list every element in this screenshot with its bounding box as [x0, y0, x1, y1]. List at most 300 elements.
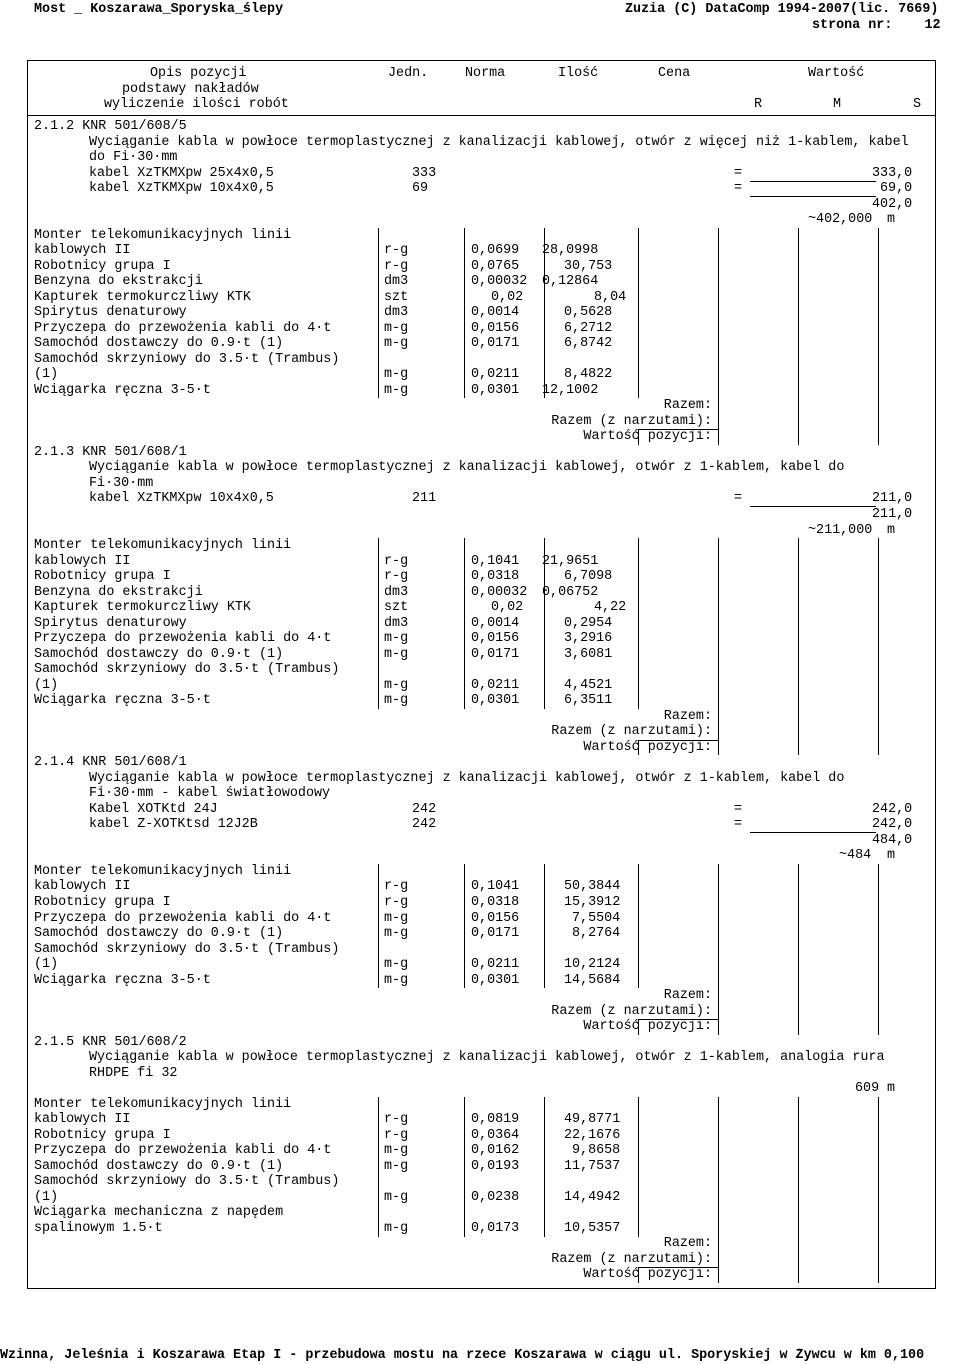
table-cell-border	[798, 414, 799, 430]
table-cell-border	[638, 1190, 639, 1206]
table-cell-border	[798, 678, 799, 694]
table-cell-border	[718, 585, 719, 601]
table-cell-border	[544, 864, 545, 880]
table-cell-border	[718, 926, 719, 942]
table-cell-border	[718, 1159, 719, 1175]
table-cell-border	[638, 1128, 639, 1144]
line-text: kabel Z-XOTKtsd 12J2B	[89, 817, 258, 833]
table-cell-border	[878, 305, 879, 321]
line-text: Samochód skrzyniowy do 3.5·t (Trambus)	[34, 941, 340, 957]
line-text: 0,0156	[471, 320, 520, 336]
table-cell-border	[798, 740, 799, 756]
table-cell-border	[798, 1097, 799, 1113]
table-cell-border	[718, 274, 719, 290]
table-cell-border	[718, 693, 719, 709]
table-cell-border	[464, 693, 465, 709]
line-text: 0,0364	[471, 1127, 520, 1143]
table-cell-border	[878, 367, 879, 383]
table-cell-border	[718, 631, 719, 647]
line-text: 9,8658	[572, 1143, 621, 1159]
table-cell-border	[718, 879, 719, 895]
table-cell-border	[878, 724, 879, 740]
summary-wartosc-poz: Wartość pozycji:	[583, 1267, 712, 1283]
table-cell-border	[878, 1236, 879, 1252]
table-cell-border	[544, 305, 545, 321]
document-title: Most _ Koszarawa_Sporyska_ślepy	[34, 2, 284, 17]
table-cell-border	[638, 569, 639, 585]
table-cell-border	[378, 1128, 379, 1144]
line-text: 242,0	[872, 817, 913, 833]
table-cell-border	[878, 973, 879, 989]
line-text: szt	[384, 600, 409, 616]
table-cell-border	[464, 926, 465, 942]
table-cell-border	[718, 414, 719, 430]
line-text: Wyciąganie kabla w powłoce termoplastycznej z kanalizacji kablowej, otwór z więcej niż 1-kablem, kabel	[89, 134, 909, 150]
table-cell-border	[638, 274, 639, 290]
col-header-wartosc: Wartość	[808, 66, 865, 81]
table-cell-border	[718, 724, 719, 740]
table-cell-border	[638, 895, 639, 911]
line-text: Robotnicy grupa I	[34, 569, 171, 585]
table-cell-border	[638, 1205, 639, 1221]
table-cell-border	[378, 1097, 379, 1113]
table-cell-border	[378, 662, 379, 678]
summary-razem: Razem:	[663, 398, 712, 414]
line-text: dm3	[384, 274, 409, 290]
table-cell-border	[718, 1190, 719, 1206]
table-cell-border	[544, 1159, 545, 1175]
table-cell-border	[798, 585, 799, 601]
table-cell-border	[544, 1112, 545, 1128]
summary-razem: Razem:	[663, 708, 712, 724]
line-text: 0,0301	[471, 972, 520, 988]
line-text: Wyciąganie kabla w powłoce termoplastycznej z kanalizacji kablowej, otwór z 1-kablem, kabel do	[89, 770, 845, 786]
line-text: dm3	[384, 615, 409, 631]
table-cell-border	[798, 616, 799, 632]
table-cell-border	[718, 973, 719, 989]
line-text: r-g	[384, 569, 409, 585]
table-cell-border	[798, 724, 799, 740]
table-cell-border	[378, 305, 379, 321]
line-text: 0,02	[491, 600, 524, 616]
table-cell-border	[878, 740, 879, 756]
table-cell-border	[464, 957, 465, 973]
table-cell-border	[878, 1267, 879, 1283]
table-cell-border	[544, 290, 545, 306]
col-header-s: S	[913, 97, 922, 112]
line-text: Wciągarka ręczna 3-5·t	[34, 693, 211, 709]
table-cell-border	[638, 1221, 639, 1237]
table-cell-border	[798, 647, 799, 663]
table-cell-border	[878, 1097, 879, 1113]
table-cell-border	[798, 398, 799, 414]
table-cell-border	[718, 290, 719, 306]
table-cell-border	[544, 321, 545, 337]
table-cell-border	[638, 1267, 639, 1283]
line-text: 69	[412, 181, 429, 197]
line-text: 11,7537	[564, 1158, 621, 1174]
table-cell-border	[638, 243, 639, 259]
table-cell-border	[544, 1190, 545, 1206]
table-cell-border	[464, 662, 465, 678]
table-cell-border	[464, 305, 465, 321]
table-cell-border	[638, 631, 639, 647]
line-text: 3,6081	[564, 646, 613, 662]
line-text: r-g	[384, 879, 409, 895]
table-cell-border	[878, 864, 879, 880]
table-cell-border	[718, 383, 719, 399]
line-text: m-g	[384, 631, 409, 647]
line-text: 0,0171	[471, 336, 520, 352]
summary-wartosc-poz: Wartość pozycji:	[583, 429, 712, 445]
table-cell-border	[718, 243, 719, 259]
table-cell-border	[464, 864, 465, 880]
table-cell-border	[464, 336, 465, 352]
line-text: 28,0998	[542, 243, 599, 259]
line-text: 6,3511	[564, 693, 613, 709]
table-cell-border	[798, 693, 799, 709]
table-cell-border	[638, 957, 639, 973]
table-cell-border	[638, 336, 639, 352]
table-cell-border	[544, 1097, 545, 1113]
table-cell-border	[718, 1097, 719, 1113]
table-cell-border	[638, 647, 639, 663]
line-text: 0,0301	[471, 382, 520, 398]
table-cell-border	[638, 259, 639, 275]
table-cell-border	[718, 709, 719, 725]
table-cell-border	[464, 600, 465, 616]
line-text: Spirytus denaturowy	[34, 305, 187, 321]
summary-wartosc-poz: Wartość pozycji:	[583, 739, 712, 755]
line-text: 0,0156	[471, 631, 520, 647]
table-cell-border	[544, 942, 545, 958]
table-cell-border	[878, 1252, 879, 1268]
table-cell-border	[464, 911, 465, 927]
table-cell-border	[718, 398, 719, 414]
line-text: Przyczepa do przewożenia kabli do 4·t	[34, 910, 332, 926]
table-cell-border	[464, 274, 465, 290]
line-text: 0,0193	[471, 1158, 520, 1174]
table-cell-border	[718, 1143, 719, 1159]
line-text: Robotnicy grupa I	[34, 258, 171, 274]
table-cell-border	[878, 988, 879, 1004]
table-cell-border	[878, 352, 879, 368]
table-cell-border	[464, 554, 465, 570]
table-cell-border	[878, 243, 879, 259]
table-cell-border	[544, 647, 545, 663]
table-cell-border	[878, 336, 879, 352]
line-text: Przyczepa do przewożenia kabli do 4·t	[34, 631, 332, 647]
line-text: 0,00032	[471, 274, 528, 290]
col-header-r: R	[754, 97, 763, 112]
table-cell-border	[378, 569, 379, 585]
line-text: Kapturek termokurczliwy KTK	[34, 600, 251, 616]
table-cell-border	[378, 957, 379, 973]
table-cell-border	[718, 429, 719, 445]
table-cell-border	[798, 600, 799, 616]
line-text: 0,0765	[471, 258, 520, 274]
table-cell-border	[544, 336, 545, 352]
line-text: Robotnicy grupa I	[34, 895, 171, 910]
table-cell-border	[544, 243, 545, 259]
line-text: Benzyna do ekstrakcji	[34, 584, 203, 600]
line-text: kabel XzTKMXpw 10x4x0,5	[89, 181, 274, 197]
table-cell-border	[798, 1004, 799, 1020]
table-cell-border	[378, 693, 379, 709]
subtotal-underline	[750, 181, 876, 182]
line-text: =	[734, 801, 743, 817]
table-cell-border	[638, 305, 639, 321]
table-cell-border	[544, 554, 545, 570]
table-cell-border	[464, 879, 465, 895]
line-text: kablowych II	[34, 879, 131, 895]
table-cell-border	[798, 631, 799, 647]
table-cell-border	[464, 1221, 465, 1237]
table-cell-border	[798, 1190, 799, 1206]
table-cell-border	[544, 895, 545, 911]
table-cell-border	[638, 1097, 639, 1113]
table-cell-border	[798, 879, 799, 895]
table-cell-border	[638, 600, 639, 616]
table-cell-border	[378, 1221, 379, 1237]
table-cell-border	[798, 942, 799, 958]
table-cell-border	[378, 290, 379, 306]
summary-razem-narzut: Razem (z narzutami):	[551, 1251, 712, 1267]
line-text: m-g	[384, 646, 409, 662]
table-cell-border	[378, 600, 379, 616]
table-cell-border	[544, 1128, 545, 1144]
line-text: m-g	[384, 1143, 409, 1159]
subtotal-underline	[750, 196, 876, 197]
line-text: 8,04	[594, 289, 627, 305]
line-text: 0,0171	[471, 926, 520, 942]
col-header-wyliczenie: wyliczenie ilości robót	[104, 97, 289, 112]
software-credit: Zuzia (C) DataComp 1994-2007(lic. 7669)	[625, 2, 939, 17]
table-cell-border	[378, 942, 379, 958]
line-text: 402,0	[872, 196, 913, 212]
line-text: do Fi·30·mm	[89, 150, 178, 166]
table-cell-border	[378, 879, 379, 895]
table-cell-border	[878, 1190, 879, 1206]
line-text: m-g	[384, 336, 409, 352]
table-cell-border	[798, 554, 799, 570]
line-text: m-g	[384, 1220, 409, 1236]
table-cell-border	[544, 879, 545, 895]
line-text: kablowych II	[34, 243, 131, 259]
line-text: Monter telekomunikacyjnych linii	[34, 227, 292, 243]
table-cell-border	[638, 321, 639, 337]
header-divider	[27, 115, 936, 116]
line-text: 0,0156	[471, 910, 520, 926]
table-cell-border	[718, 1128, 719, 1144]
table-cell-border	[798, 988, 799, 1004]
line-text: m-g	[384, 693, 409, 709]
table-cell-border	[718, 1252, 719, 1268]
table-cell-border	[718, 259, 719, 275]
line-text: m-g	[384, 367, 409, 383]
line-text: Przyczepa do przewożenia kabli do 4·t	[34, 1143, 332, 1159]
table-cell-border	[718, 554, 719, 570]
table-cell-border	[544, 367, 545, 383]
table-cell-border	[464, 1190, 465, 1206]
table-cell-border	[878, 1174, 879, 1190]
table-cell-border	[638, 1112, 639, 1128]
table-cell-border	[798, 1252, 799, 1268]
summary-razem-narzut: Razem (z narzutami):	[551, 1003, 712, 1019]
line-text: 0,0171	[471, 646, 520, 662]
table-cell-border	[378, 259, 379, 275]
table-cell-border	[718, 538, 719, 554]
table-cell-border	[878, 600, 879, 616]
line-text: 4,4521	[564, 677, 613, 693]
table-cell-border	[718, 1205, 719, 1221]
line-text: m-g	[384, 677, 409, 693]
table-cell-border	[378, 1190, 379, 1206]
line-text: 21,9651	[542, 553, 599, 569]
table-cell-border	[544, 1221, 545, 1237]
table-cell-border	[718, 1112, 719, 1128]
line-text: 609	[855, 1081, 880, 1097]
table-cell-border	[798, 1221, 799, 1237]
table-cell-border	[544, 678, 545, 694]
line-text: r-g	[384, 243, 409, 259]
line-text: 2.1.5 KNR 501/608/2	[34, 1034, 187, 1050]
line-text: Robotnicy grupa I	[34, 1127, 171, 1143]
table-cell-border	[638, 585, 639, 601]
table-cell-border	[378, 538, 379, 554]
table-cell-border	[464, 973, 465, 989]
table-cell-border	[378, 1112, 379, 1128]
table-cell-border	[798, 1236, 799, 1252]
table-cell-border	[638, 1143, 639, 1159]
line-text: r-g	[384, 895, 409, 910]
line-text: 0,0318	[471, 569, 520, 585]
line-text: Fi·30·mm - kabel światłowodowy	[89, 786, 331, 802]
table-cell-border	[878, 709, 879, 725]
table-cell-border	[464, 1205, 465, 1221]
table-cell-border	[638, 740, 639, 756]
line-text: 0,0173	[471, 1220, 520, 1236]
line-text: 69,0	[880, 181, 913, 197]
line-text: Kapturek termokurczliwy KTK	[34, 289, 251, 305]
table-cell-border	[718, 1267, 719, 1283]
table-cell-border	[718, 911, 719, 927]
table-cell-border	[798, 662, 799, 678]
line-text: Wyciąganie kabla w powłoce termoplastycznej z kanalizacji kablowej, otwór z 1-kablem, analogia rura	[89, 1050, 885, 1066]
table-cell-border	[638, 429, 639, 445]
table-cell-border	[544, 911, 545, 927]
table-cell-border	[638, 1019, 718, 1020]
line-text: 8,4822	[564, 367, 613, 383]
table-cell-border	[638, 973, 639, 989]
table-cell-border	[464, 1128, 465, 1144]
col-header-norma: Norma	[465, 66, 506, 81]
line-text: 10,5357	[564, 1220, 621, 1236]
line-text: 10,2124	[564, 957, 621, 973]
line-text: =	[734, 165, 743, 181]
line-text: Fi·30·mm	[89, 475, 154, 491]
line-text: dm3	[384, 584, 409, 600]
table-cell-border	[798, 1267, 799, 1283]
table-cell-border	[718, 678, 719, 694]
line-text: Wciągarka mechaniczna z napędem	[34, 1205, 284, 1221]
line-text: Samochód dostawczy do 0.9·t (1)	[34, 1158, 284, 1174]
line-text: 7,5504	[572, 910, 621, 926]
table-cell-border	[798, 911, 799, 927]
table-cell-border	[878, 926, 879, 942]
table-cell-border	[798, 305, 799, 321]
table-cell-border	[718, 1174, 719, 1190]
line-text: szt	[384, 289, 409, 305]
line-text: m	[887, 1081, 896, 1097]
table-cell-border	[378, 1174, 379, 1190]
table-cell-border	[798, 352, 799, 368]
table-cell-border	[878, 879, 879, 895]
line-text: m-g	[384, 972, 409, 988]
table-cell-border	[718, 336, 719, 352]
table-cell-border	[878, 585, 879, 601]
table-cell-border	[544, 926, 545, 942]
table-cell-border	[464, 647, 465, 663]
line-text: r-g	[384, 1127, 409, 1143]
line-text: m-g	[384, 1189, 409, 1205]
line-text: (1)	[34, 1189, 59, 1205]
table-cell-border	[638, 1019, 639, 1035]
summary-wartosc-poz: Wartość pozycji:	[583, 1019, 712, 1035]
table-cell-border	[464, 895, 465, 911]
table-cell-border	[544, 1174, 545, 1190]
table-cell-border	[378, 678, 379, 694]
table-cell-border	[378, 1159, 379, 1175]
table-cell-border	[718, 305, 719, 321]
line-text: m	[887, 212, 896, 228]
table-cell-border	[638, 740, 718, 741]
table-cell-border	[464, 1143, 465, 1159]
line-text: 0,12864	[542, 274, 599, 290]
table-cell-border	[878, 414, 879, 430]
table-cell-border	[878, 1019, 879, 1035]
table-cell-border	[798, 864, 799, 880]
line-text: 0,2954	[564, 615, 613, 631]
table-cell-border	[878, 429, 879, 445]
table-cell-border	[878, 678, 879, 694]
table-cell-border	[464, 678, 465, 694]
table-cell-border	[378, 274, 379, 290]
line-text: 0,0238	[471, 1189, 520, 1205]
line-text: 0,1041	[471, 553, 520, 569]
table-cell-border	[638, 616, 639, 632]
table-cell-border	[798, 1112, 799, 1128]
line-text: ~211,000	[808, 522, 873, 538]
table-cell-border	[798, 1143, 799, 1159]
table-cell-border	[718, 942, 719, 958]
table-cell-border	[718, 1004, 719, 1020]
table-cell-border	[544, 693, 545, 709]
table-cell-border	[378, 631, 379, 647]
table-cell-border	[464, 228, 465, 244]
table-cell-border	[878, 274, 879, 290]
line-text: 15,3912	[564, 895, 621, 910]
line-text: ~484	[839, 848, 872, 864]
table-cell-border	[878, 616, 879, 632]
table-cell-border	[378, 895, 379, 911]
line-text: 30,753	[564, 258, 613, 274]
line-text: 242	[412, 817, 437, 833]
line-text: 4,22	[594, 600, 627, 616]
table-cell-border	[638, 429, 718, 430]
line-text: Samochód dostawczy do 0.9·t (1)	[34, 926, 284, 942]
line-text: m-g	[384, 1158, 409, 1174]
